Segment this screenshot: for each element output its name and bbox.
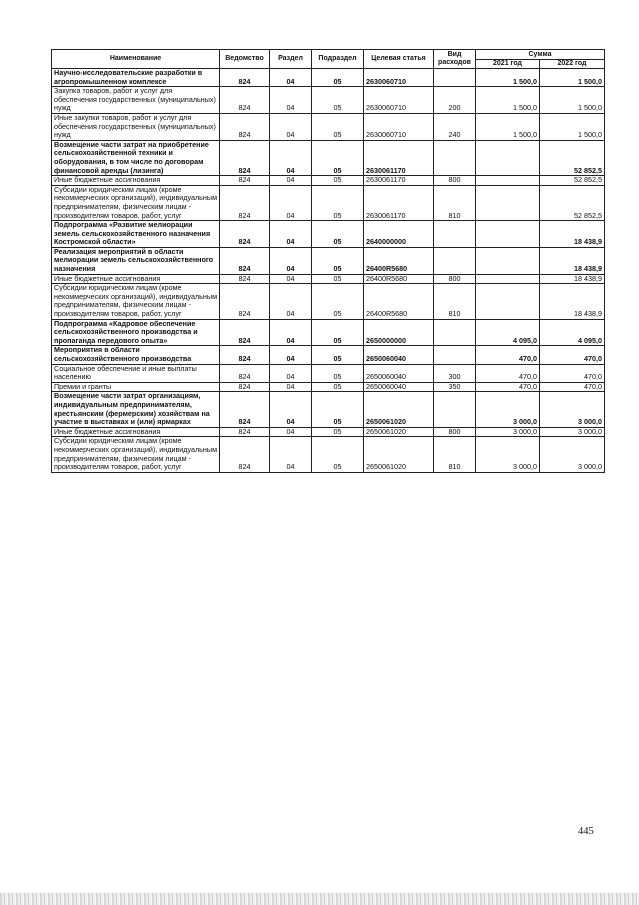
cell-expense-type: 350 xyxy=(434,382,476,392)
cell-subsection: 05 xyxy=(312,221,364,248)
cell-amount-2021 xyxy=(476,247,540,274)
cell-subsection: 05 xyxy=(312,113,364,140)
cell-subsection: 05 xyxy=(312,185,364,220)
cell-expense-type xyxy=(434,392,476,427)
cell-amount-2022: 3 000,0 xyxy=(540,437,605,472)
cell-target: 26400R5680 xyxy=(364,247,434,274)
cell-expense-type xyxy=(434,69,476,87)
cell-section: 04 xyxy=(270,221,312,248)
cell-dept: 824 xyxy=(220,392,270,427)
table-row xyxy=(52,113,605,140)
cell-expense-type xyxy=(434,221,476,248)
cell-dept: 824 xyxy=(220,284,270,319)
cell-expense-type xyxy=(434,140,476,175)
cell-amount-2022: 52 852,5 xyxy=(540,176,605,186)
cell-dept: 824 xyxy=(220,113,270,140)
scan-edge-strip xyxy=(0,893,639,905)
cell-name: Подпрограмма «Кадровое обеспечение сельскохозяйственного производства и пропаганда передового опыта» xyxy=(52,319,220,346)
cell-amount-2021 xyxy=(476,140,540,175)
cell-name: Иные бюджетные ассигнования xyxy=(52,176,220,186)
table-row xyxy=(52,185,605,220)
cell-target: 2640000000 xyxy=(364,221,434,248)
cell-name: Возмещение части затрат организациям, индивидуальным предпринимателям, крестьянским (фермерским) хозяйствам на участие в выставках и (или) ярмарках xyxy=(52,392,220,427)
cell-amount-2021 xyxy=(476,176,540,186)
cell-section: 04 xyxy=(270,140,312,175)
header-sum: Сумма xyxy=(476,50,605,60)
cell-subsection: 05 xyxy=(312,346,364,364)
cell-target: 2630061170 xyxy=(364,140,434,175)
cell-amount-2022: 470,0 xyxy=(540,364,605,382)
cell-name: Иные закупки товаров, работ и услуг для обеспечения государственных (муниципальных) нужд xyxy=(52,113,220,140)
cell-amount-2021: 3 000,0 xyxy=(476,427,540,437)
cell-dept: 824 xyxy=(220,140,270,175)
cell-name: Научно-исследовательские разработки в агропромышленном комплексе xyxy=(52,69,220,87)
header-subsection: Подраздел xyxy=(312,50,364,69)
cell-expense-type: 800 xyxy=(434,176,476,186)
cell-amount-2021: 1 500,0 xyxy=(476,69,540,87)
table-row xyxy=(52,364,605,382)
cell-subsection: 05 xyxy=(312,364,364,382)
cell-subsection: 05 xyxy=(312,176,364,186)
cell-target: 26400R5680 xyxy=(364,274,434,284)
cell-amount-2022: 18 438,9 xyxy=(540,247,605,274)
cell-dept: 824 xyxy=(220,346,270,364)
cell-amount-2021: 1 500,0 xyxy=(476,87,540,114)
cell-section: 04 xyxy=(270,319,312,346)
table-row xyxy=(52,346,605,364)
cell-section: 04 xyxy=(270,176,312,186)
cell-amount-2022: 470,0 xyxy=(540,382,605,392)
table-row xyxy=(52,382,605,392)
cell-section: 04 xyxy=(270,274,312,284)
cell-dept: 824 xyxy=(220,274,270,284)
cell-section: 04 xyxy=(270,427,312,437)
cell-section: 04 xyxy=(270,284,312,319)
cell-subsection: 05 xyxy=(312,392,364,427)
cell-dept: 824 xyxy=(220,87,270,114)
cell-section: 04 xyxy=(270,364,312,382)
table-row xyxy=(52,427,605,437)
cell-target: 2650061020 xyxy=(364,427,434,437)
cell-name: Субсидии юридическим лицам (кроме некоммерческих организаций), индивидуальным предпринимателям, физическим лицам - производителям товаров, работ, услуг xyxy=(52,437,220,472)
table-row xyxy=(52,274,605,284)
cell-amount-2021: 1 500,0 xyxy=(476,113,540,140)
cell-expense-type xyxy=(434,319,476,346)
cell-name: Субсидии юридическим лицам (кроме некоммерческих организаций), индивидуальным предпринимателям, физическим лицам - производителям товаров, работ, услуг xyxy=(52,284,220,319)
header-year-2022: 2022 год xyxy=(540,60,605,69)
cell-dept: 824 xyxy=(220,364,270,382)
cell-amount-2021: 470,0 xyxy=(476,382,540,392)
cell-subsection: 05 xyxy=(312,274,364,284)
cell-expense-type xyxy=(434,247,476,274)
header-target: Целевая статья xyxy=(364,50,434,69)
cell-subsection: 05 xyxy=(312,284,364,319)
cell-name: Возмещение части затрат на приобретение сельскохозяйственной техники и оборудования, в том числе по договорам финансовой аренды (лизинга) xyxy=(52,140,220,175)
table-row xyxy=(52,392,605,427)
cell-target: 2630061170 xyxy=(364,176,434,186)
cell-expense-type xyxy=(434,346,476,364)
cell-amount-2021: 4 095,0 xyxy=(476,319,540,346)
cell-amount-2022: 3 000,0 xyxy=(540,392,605,427)
cell-section: 04 xyxy=(270,392,312,427)
header-dept: Ведомство xyxy=(220,50,270,69)
cell-target: 2630060710 xyxy=(364,87,434,114)
table-row xyxy=(52,247,605,274)
cell-target: 2650000000 xyxy=(364,319,434,346)
cell-section: 04 xyxy=(270,113,312,140)
cell-section: 04 xyxy=(270,185,312,220)
cell-expense-type: 810 xyxy=(434,284,476,319)
cell-dept: 824 xyxy=(220,382,270,392)
table-row xyxy=(52,319,605,346)
budget-table xyxy=(51,49,605,473)
table-body xyxy=(52,69,605,473)
cell-name: Реализация мероприятий в области мелиорации земель сельскохозяйственного назначения xyxy=(52,247,220,274)
cell-expense-type: 200 xyxy=(434,87,476,114)
table-row xyxy=(52,221,605,248)
cell-target: 2650060040 xyxy=(364,346,434,364)
cell-subsection: 05 xyxy=(312,427,364,437)
cell-amount-2021: 470,0 xyxy=(476,346,540,364)
cell-amount-2022: 52 852,5 xyxy=(540,140,605,175)
cell-amount-2022: 18 438,9 xyxy=(540,221,605,248)
cell-name: Подпрограмма «Развитие мелиорации земель сельскохозяйственного назначения Костромской области» xyxy=(52,221,220,248)
cell-expense-type: 300 xyxy=(434,364,476,382)
cell-dept: 824 xyxy=(220,221,270,248)
cell-section: 04 xyxy=(270,69,312,87)
cell-target: 2650061020 xyxy=(364,437,434,472)
cell-subsection: 05 xyxy=(312,69,364,87)
cell-name: Мероприятия в области сельскохозяйственного производства xyxy=(52,346,220,364)
cell-target: 2630061170 xyxy=(364,185,434,220)
cell-section: 04 xyxy=(270,247,312,274)
cell-subsection: 05 xyxy=(312,140,364,175)
cell-subsection: 05 xyxy=(312,87,364,114)
table-row xyxy=(52,176,605,186)
cell-amount-2022: 52 852,5 xyxy=(540,185,605,220)
cell-dept: 824 xyxy=(220,176,270,186)
cell-subsection: 05 xyxy=(312,437,364,472)
cell-amount-2021: 3 000,0 xyxy=(476,437,540,472)
cell-expense-type: 800 xyxy=(434,274,476,284)
cell-target: 2650060040 xyxy=(364,364,434,382)
cell-section: 04 xyxy=(270,346,312,364)
cell-amount-2022: 470,0 xyxy=(540,346,605,364)
cell-amount-2022: 4 095,0 xyxy=(540,319,605,346)
header-section: Раздел xyxy=(270,50,312,69)
cell-dept: 824 xyxy=(220,427,270,437)
cell-dept: 824 xyxy=(220,247,270,274)
cell-amount-2021 xyxy=(476,185,540,220)
cell-name: Закупка товаров, работ и услуг для обеспечения государственных (муниципальных) нужд xyxy=(52,87,220,114)
cell-target: 2630060710 xyxy=(364,113,434,140)
cell-amount-2022: 1 500,0 xyxy=(540,69,605,87)
cell-amount-2021: 3 000,0 xyxy=(476,392,540,427)
cell-name: Премии и гранты xyxy=(52,382,220,392)
cell-target: 2650060040 xyxy=(364,382,434,392)
cell-amount-2022: 3 000,0 xyxy=(540,427,605,437)
cell-amount-2022: 1 500,0 xyxy=(540,87,605,114)
cell-dept: 824 xyxy=(220,319,270,346)
cell-name: Субсидии юридическим лицам (кроме некоммерческих организаций), индивидуальным предпринимателям, физическим лицам - производителям товаров, работ, услуг xyxy=(52,185,220,220)
cell-expense-type: 810 xyxy=(434,437,476,472)
cell-amount-2021: 470,0 xyxy=(476,364,540,382)
cell-amount-2022: 18 438,9 xyxy=(540,284,605,319)
table-row xyxy=(52,69,605,87)
cell-expense-type: 800 xyxy=(434,427,476,437)
table-row xyxy=(52,437,605,472)
cell-amount-2021 xyxy=(476,221,540,248)
cell-section: 04 xyxy=(270,382,312,392)
cell-target: 2630060710 xyxy=(364,69,434,87)
cell-dept: 824 xyxy=(220,437,270,472)
cell-subsection: 05 xyxy=(312,382,364,392)
cell-expense-type: 810 xyxy=(434,185,476,220)
cell-amount-2022: 1 500,0 xyxy=(540,113,605,140)
header-year-2021: 2021 год xyxy=(476,60,540,69)
cell-section: 04 xyxy=(270,437,312,472)
cell-amount-2021 xyxy=(476,284,540,319)
header-name: Наименование xyxy=(52,50,220,69)
cell-expense-type: 240 xyxy=(434,113,476,140)
cell-dept: 824 xyxy=(220,69,270,87)
cell-target: 2650061020 xyxy=(364,392,434,427)
cell-name: Иные бюджетные ассигнования xyxy=(52,427,220,437)
table-row xyxy=(52,140,605,175)
cell-amount-2021 xyxy=(476,274,540,284)
cell-section: 04 xyxy=(270,87,312,114)
cell-amount-2022: 18 438,9 xyxy=(540,274,605,284)
header-expense-type: Вид расходов xyxy=(434,50,476,69)
cell-target: 26400R5680 xyxy=(364,284,434,319)
cell-subsection: 05 xyxy=(312,247,364,274)
cell-subsection: 05 xyxy=(312,319,364,346)
table-row xyxy=(52,87,605,114)
page-number: 445 xyxy=(578,826,594,837)
cell-dept: 824 xyxy=(220,185,270,220)
cell-name: Социальное обеспечение и иные выплаты населению xyxy=(52,364,220,382)
cell-name: Иные бюджетные ассигнования xyxy=(52,274,220,284)
table-row xyxy=(52,284,605,319)
